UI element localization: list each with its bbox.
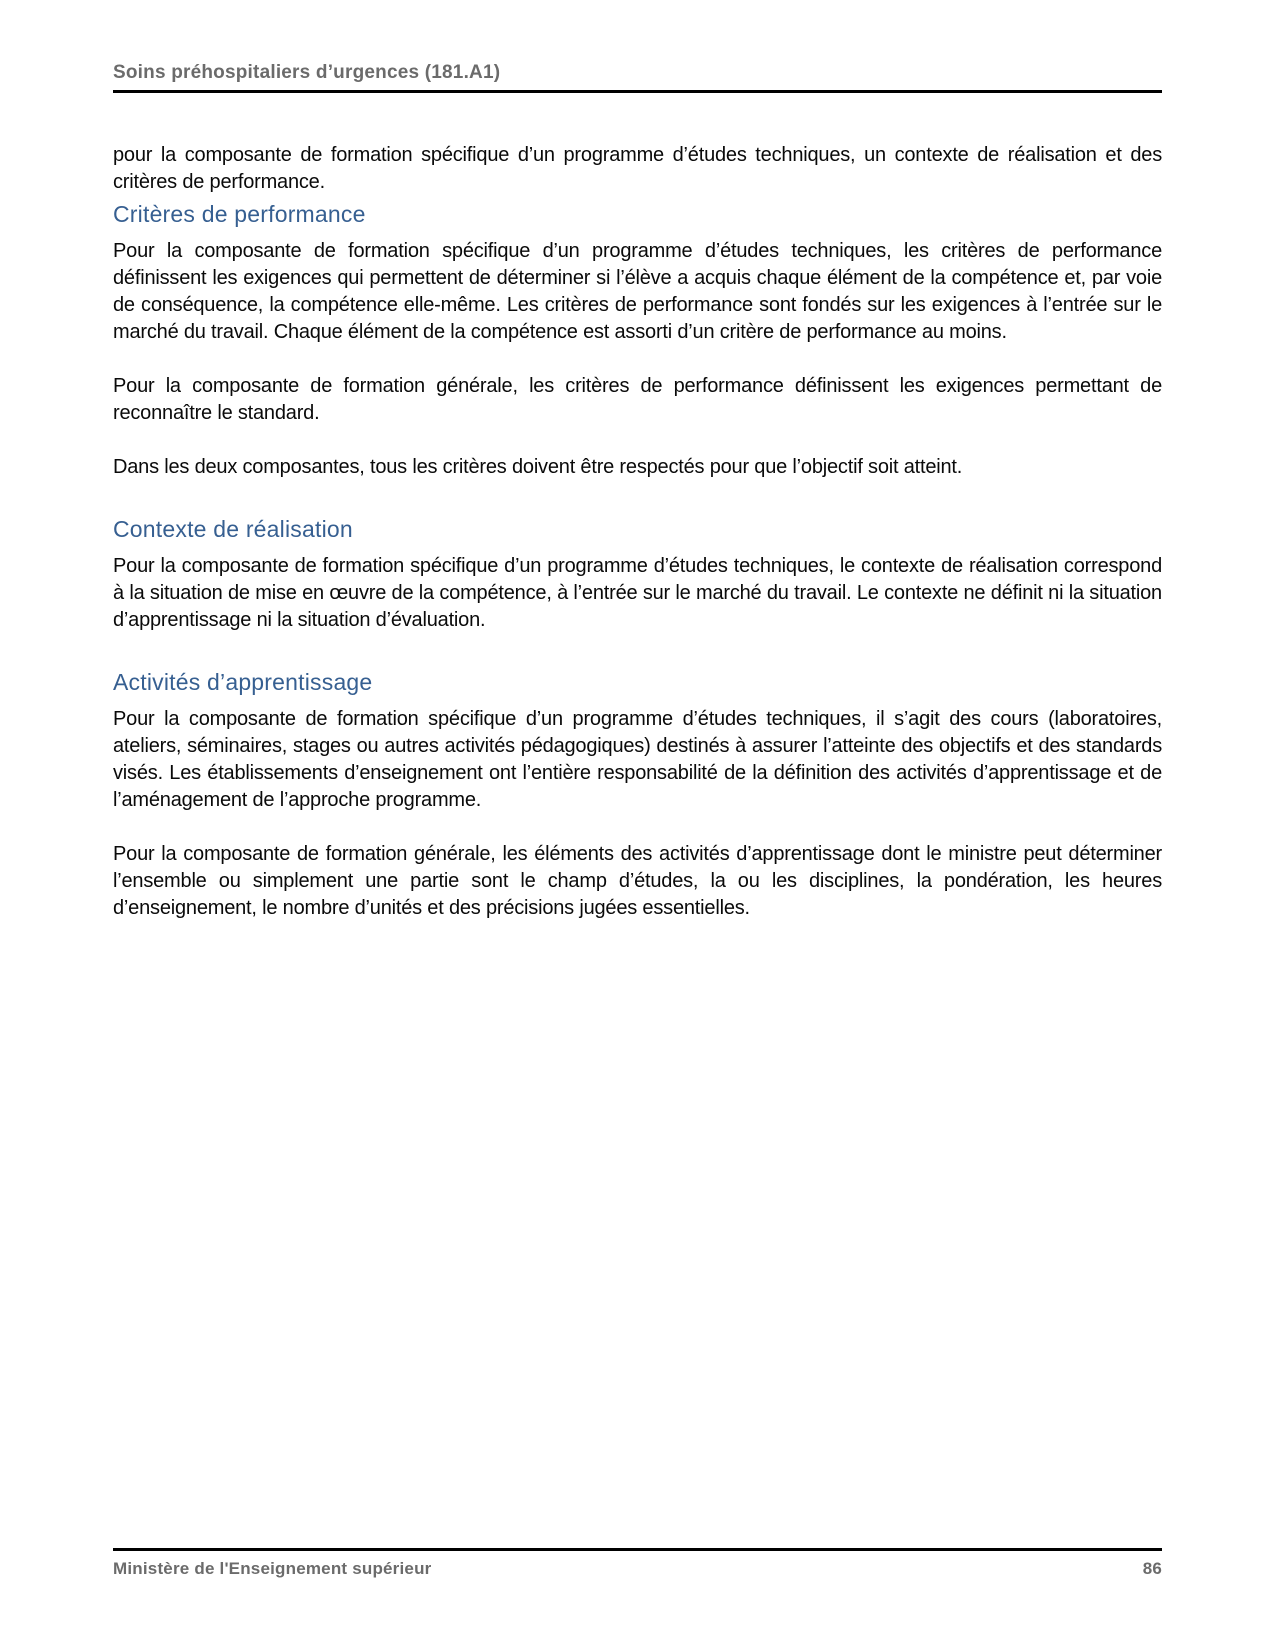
footer-page-number: 86 bbox=[1142, 1559, 1162, 1578]
page-header bbox=[113, 62, 1162, 93]
paragraph: Dans les deux composantes, tous les critères doivent être respectés pour que l’objectif soit atteint. bbox=[113, 456, 963, 478]
running-header-title: Soins préhospitaliers d’urgences (181.A1) bbox=[113, 62, 501, 83]
section-heading-criteres-de-performance: Critères de performance bbox=[113, 201, 366, 227]
footer-rule bbox=[113, 1548, 1162, 1551]
page-body bbox=[113, 142, 1162, 949]
paragraph: Pour la composante de formation spécifique d’un programme d’études techniques, il s’agit des cours (laboratoires, ateliers, séminaires, stages ou autres activités pédagogiques) destinés à assurer l’atteinte des objectifs et des standards visés. Les établissements d’enseignement ont l’entière responsabilité de la définition des activités d’apprentissage et de l’aménagement de l’approche programme. bbox=[113, 708, 1162, 811]
page-footer bbox=[113, 1548, 1162, 1579]
paragraph: Pour la composante de formation générale, les critères de performance définissent les exigences permettant de reconnaître le standard. bbox=[113, 375, 1162, 424]
section-heading-activites-dapprentissage: Activités d’apprentissage bbox=[113, 669, 373, 695]
footer-row bbox=[113, 1559, 1162, 1579]
intro-paragraph: pour la composante de formation spécifique d’un programme d’études techniques, un contexte de réalisation et des critères de performance. bbox=[113, 144, 1162, 193]
footer-ministry-label: Ministère de l'Enseignement supérieur bbox=[113, 1559, 432, 1578]
header-rule bbox=[113, 90, 1162, 93]
paragraph: Pour la composante de formation spécifique d’un programme d’études techniques, le contexte de réalisation correspond à la situation de mise en œuvre de la compétence, à l’entrée sur le marché du travail. Le contexte ne définit ni la situation d’apprentissage ni la situation d’évaluation. bbox=[113, 555, 1162, 631]
paragraph: Pour la composante de formation générale, les éléments des activités d’apprentissage dont le ministre peut déterminer l’ensemble ou simplement une partie sont le champ d’études, la ou les disciplines, la pondération, les heures d’enseignement, le nombre d’unités et des précisions jugées essentielles. bbox=[113, 843, 1162, 919]
paragraph: Pour la composante de formation spécifique d’un programme d’études techniques, les critères de performance définissent les exigences qui permettent de déterminer si l’élève a acquis chaque élément de la compétence et, par voie de conséquence, la compétence elle-même. Les critères de performance sont fondés sur les exigences à l’entrée sur le marché du travail. Chaque élément de la compétence est assorti d’un critère de performance au moins. bbox=[113, 240, 1162, 343]
section-heading-contexte-de-realisation: Contexte de réalisation bbox=[113, 516, 353, 542]
